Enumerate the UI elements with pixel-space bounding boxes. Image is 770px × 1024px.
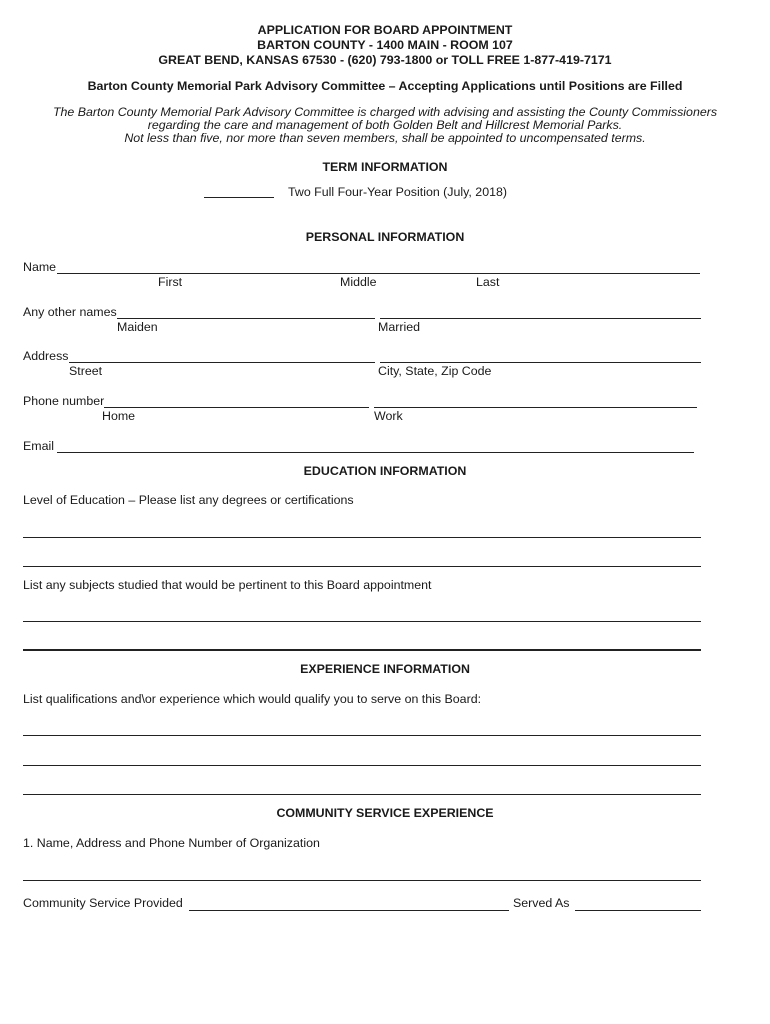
email-input-line[interactable]	[57, 452, 694, 453]
education-level-line-2[interactable]	[23, 566, 701, 567]
street-caption: Street	[69, 364, 103, 378]
office-contact: GREAT BEND, KANSAS 67530 - (620) 793-1800 or TOLL FREE 1-877-419-7171	[158, 53, 612, 67]
term-checkbox-line[interactable]	[204, 197, 274, 198]
email-label: Email	[23, 439, 54, 453]
term-position: Two Full Four-Year Position (July, 2018)	[288, 185, 507, 199]
name-input-line[interactable]	[57, 273, 700, 274]
subjects-line-2[interactable]	[23, 649, 701, 651]
other-names-label: Any other names	[23, 305, 117, 319]
work-phone-input-line[interactable]	[374, 407, 697, 408]
service-provided-label: Community Service Provided	[23, 896, 183, 910]
qualifications-line-1[interactable]	[23, 735, 701, 736]
personal-heading: PERSONAL INFORMATION	[305, 230, 465, 244]
qualifications-label: List qualifications and\or experience which would qualify you to serve on this Board:	[23, 692, 482, 706]
city-state-zip-input-line[interactable]	[380, 362, 701, 363]
subjects-label: List any subjects studied that would be pertinent to this Board appointment	[23, 578, 432, 592]
service-provided-input-line[interactable]	[189, 910, 509, 911]
city-state-zip-caption: City, State, Zip Code	[378, 364, 492, 378]
subjects-line-1[interactable]	[23, 621, 701, 622]
work-caption: Work	[374, 409, 403, 423]
form-title: APPLICATION FOR BOARD APPOINTMENT	[257, 23, 513, 37]
experience-heading: EXPERIENCE INFORMATION	[300, 662, 470, 676]
organization-label: 1. Name, Address and Phone Number of Organization	[23, 836, 320, 850]
name-last-caption: Last	[476, 275, 500, 289]
street-input-line[interactable]	[69, 362, 375, 363]
served-as-label: Served As	[513, 896, 570, 910]
address-label: Address	[23, 349, 69, 363]
education-level-label: Level of Education – Please list any degrees or certifications	[23, 493, 354, 507]
name-label: Name	[23, 260, 57, 274]
office-address: BARTON COUNTY - 1400 MAIN - ROOM 107	[257, 38, 513, 52]
home-phone-input-line[interactable]	[104, 407, 369, 408]
maiden-name-input-line[interactable]	[117, 318, 375, 319]
name-first-caption: First	[158, 275, 183, 289]
married-name-input-line[interactable]	[380, 318, 701, 319]
description-line-1: The Barton County Memorial Park Advisory Committee is charged with advising and assisting the County Commissioners	[52, 105, 718, 119]
maiden-caption: Maiden	[117, 320, 158, 334]
education-level-line-1[interactable]	[23, 537, 701, 538]
phone-label: Phone number	[23, 394, 105, 408]
served-as-input-line[interactable]	[575, 910, 701, 911]
description-line-2: regarding the care and management of both Golden Belt and Hillcrest Memorial Parks.	[147, 118, 623, 132]
term-heading: TERM INFORMATION	[322, 160, 448, 174]
qualifications-line-2[interactable]	[23, 765, 701, 766]
qualifications-line-3[interactable]	[23, 794, 701, 795]
committee-title: Barton County Memorial Park Advisory Committee – Accepting Applications until Positions are Filled	[87, 79, 683, 93]
home-caption: Home	[102, 409, 136, 423]
name-middle-caption: Middle	[340, 275, 377, 289]
education-heading: EDUCATION INFORMATION	[303, 464, 467, 478]
married-caption: Married	[378, 320, 420, 334]
organization-input-line[interactable]	[23, 880, 701, 881]
community-heading: COMMUNITY SERVICE EXPERIENCE	[276, 806, 494, 820]
description-line-3: Not less than five, nor more than seven members, shall be appointed to uncompensated terms.	[124, 131, 646, 145]
